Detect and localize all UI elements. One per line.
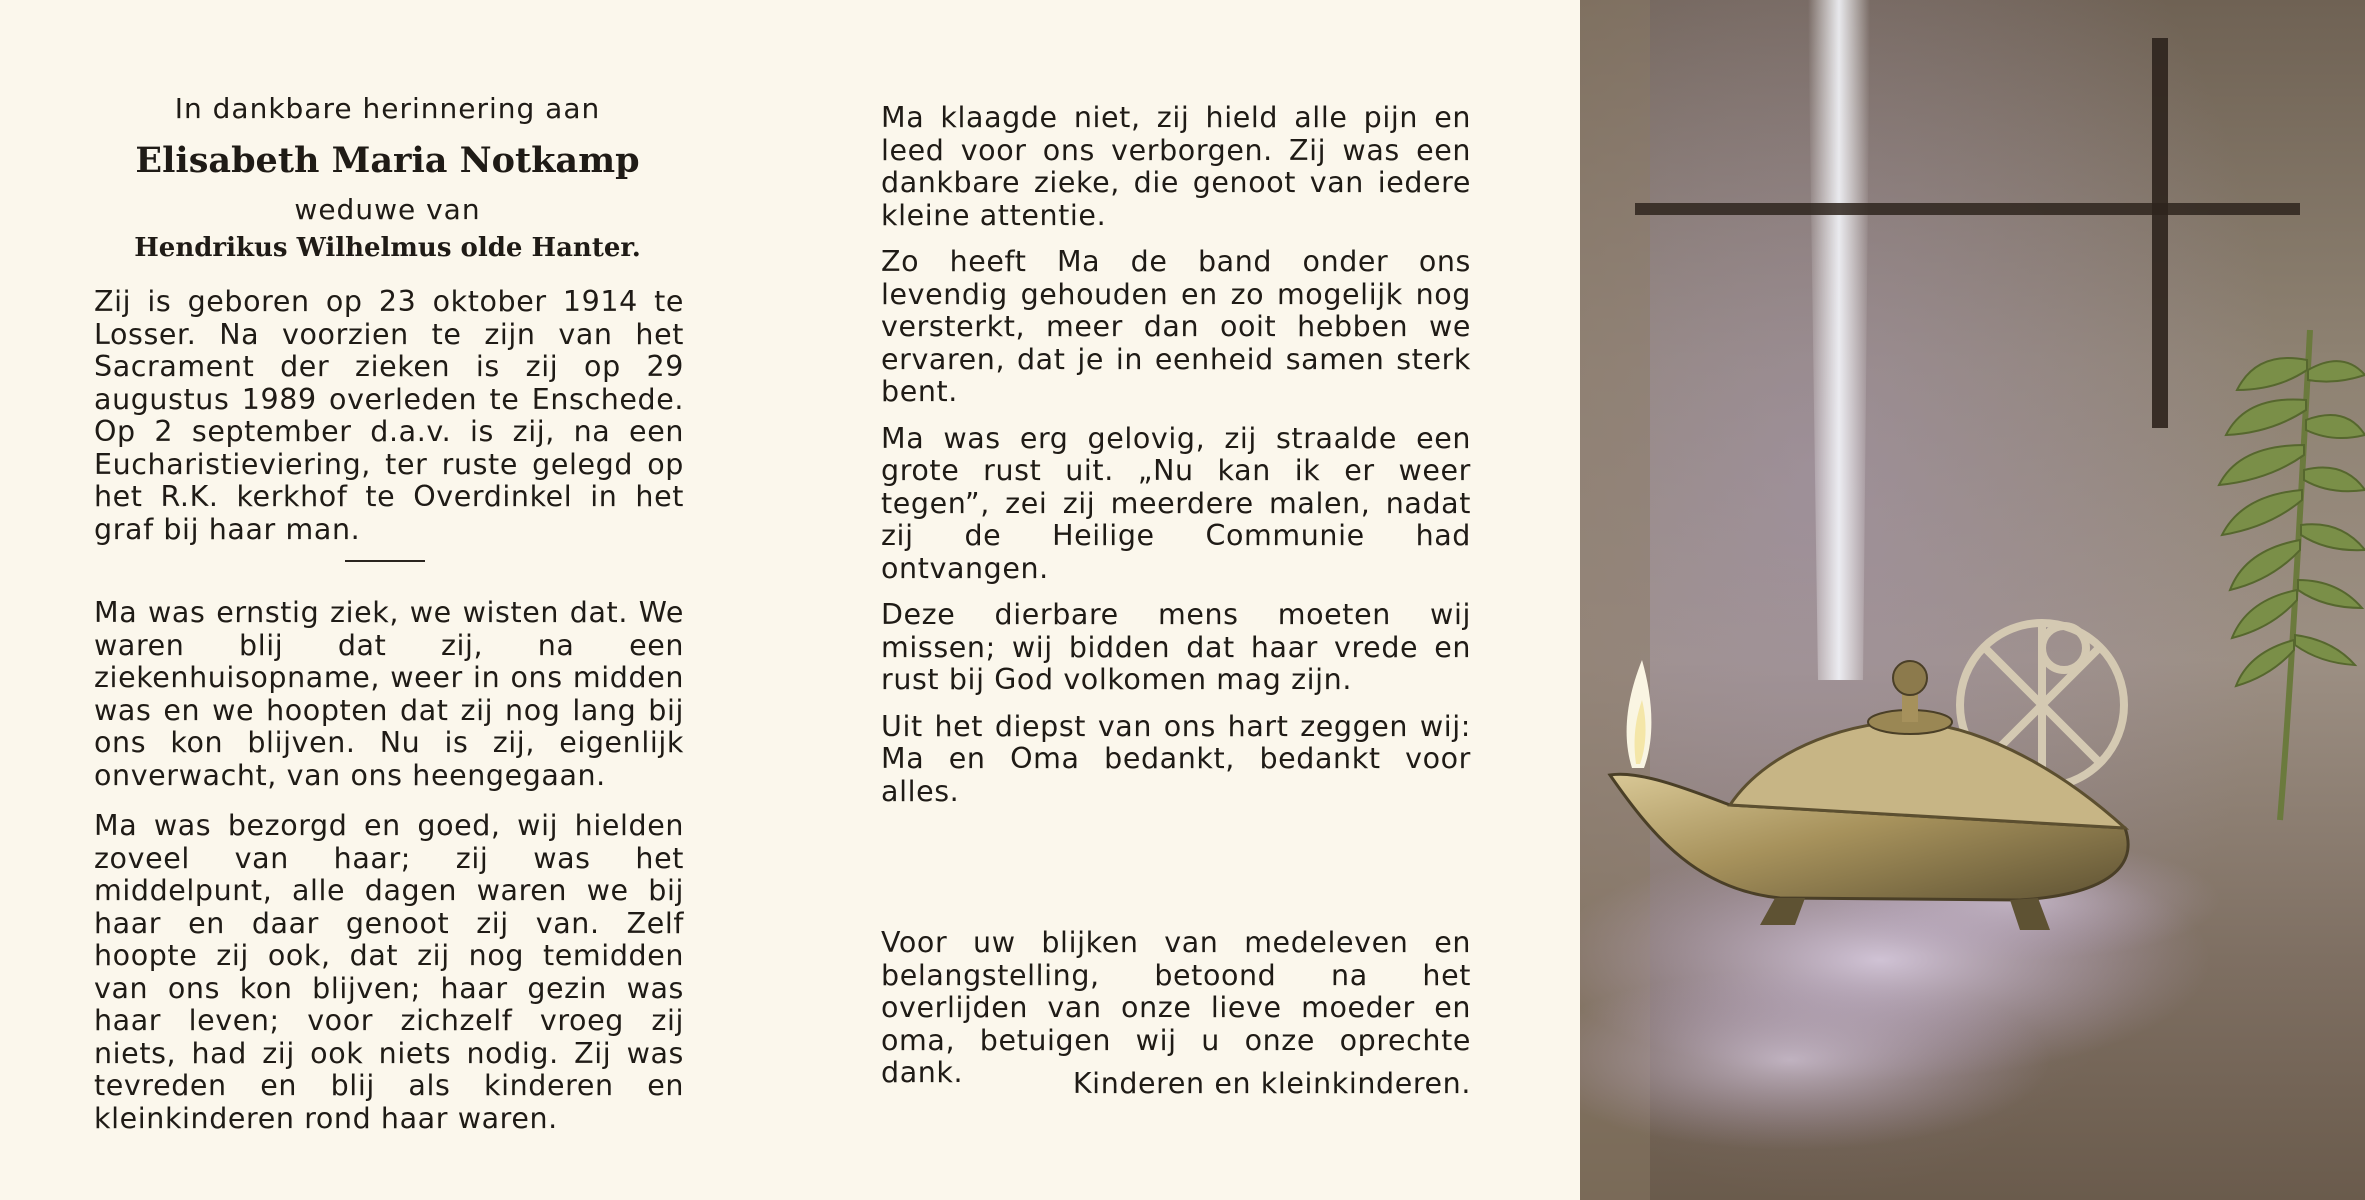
tribute-text [881, 102, 1471, 808]
illustration [1580, 0, 2365, 1200]
paragraph: Ma was erg gelovig, zij straalde een grote rust uit. „Nu kan ik er weer tegen”, zei zij meerdere malen, nadat zij de Heilige Communie had ontvangen. [881, 421, 1471, 585]
paragraph: Uit het diepst van ons hart zeggen wij: Ma en Oma bedankt, bedankt voor alles. [881, 709, 1471, 808]
divider-line [345, 560, 425, 562]
illustration-graphic [1580, 0, 2365, 1200]
left-page [0, 0, 785, 1200]
spouse-name: Hendrikus Wilhelmus olde Hanter. [134, 233, 641, 263]
paragraph: Ma was ernstig ziek, we wisten dat. We waren blij dat zij, na een ziekenhuisopname, weer in ons midden was en we hoopten dat zij nog lang bij ons kon blijven. Nu is zij, eigenlijk onverwacht, van ons heengegaan. [94, 596, 684, 792]
memories-text [94, 597, 684, 1135]
paragraph: Ma klaagde niet, zij hield alle pijn en leed voor ons verborgen. Zij was een dankbare zieke, die genoot van iedere kleine attentie. [881, 101, 1471, 232]
relation-line: weduwe van [294, 193, 481, 226]
intro-line: In dankbare herinnering aan [174, 92, 601, 125]
paragraph: Deze dierbare mens moeten wij missen; wij bidden dat haar vrede en rust bij God volkomen mag zijn. [881, 598, 1471, 696]
middle-page [785, 0, 1580, 1200]
birth-death-paragraph [94, 286, 684, 546]
thanks-text [881, 927, 1471, 1090]
paragraph: Zij is geboren op 23 oktober 1914 te Losser. Na voorzien te zijn van het Sacrament der zieken is zij op 29 augustus 1989 overleden te Enschede. Op 2 september d.a.v. is zij, na een Eucharistieviering, ter ruste gelegd op het R.K. kerkhof te Overdinkel in het graf bij haar man. [94, 285, 684, 546]
paragraph: Zo heeft Ma de band onder ons levendig gehouden en zo mogelijk nog versterkt, meer dan ooit hebben we ervaren, dat je in eenheid samen sterk bent. [881, 245, 1471, 408]
signature: Kinderen en kleinkinderen. [1072, 1067, 1471, 1100]
paragraph: Ma was bezorgd en goed, wij hielden zoveel van haar; zij was het middelpunt, alle dagen waren we bij haar en daar genoot zij van. Zelf hoopte zij ook, dat zij nog temidden van ons kon blijven; haar gezin was haar leven; voor zichzelf vroeg zij niets, had zij ook niets nodig. Zij was tevreden en blij als kinderen en kleinkinderen rond haar waren. [94, 809, 684, 1135]
paragraph: Voor uw blijken van medeleven en belangstelling, betoond na het overlijden van onze lieve moeder en oma, betuigen wij u onze oprechte dank. [881, 926, 1471, 1089]
deceased-name: Elisabeth Maria Notkamp [135, 140, 640, 181]
